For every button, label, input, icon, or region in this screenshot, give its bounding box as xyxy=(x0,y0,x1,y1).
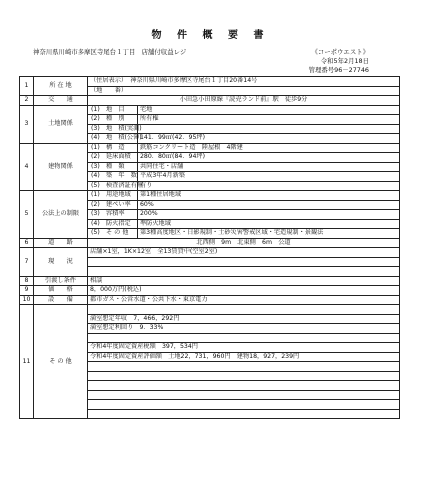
property-code: 《コーポウエスト》 xyxy=(311,48,369,56)
row-road xyxy=(20,238,400,248)
row-label: 設 備 xyxy=(34,295,88,305)
row-number: 7 xyxy=(20,248,34,277)
other-line xyxy=(88,371,400,381)
row-label: 価 格 xyxy=(34,286,88,296)
other-line xyxy=(88,362,400,372)
address-lot: （地 番） xyxy=(88,86,400,96)
building-key: (4) 築 年 数 xyxy=(88,172,138,182)
land-value: 141．99㎡(42．95坪) xyxy=(138,134,400,144)
land-key: (2) 種 別 xyxy=(88,115,138,125)
other-line: 令和4年度固定資産税額 397，534円 xyxy=(88,343,400,353)
row-number: 10 xyxy=(20,295,34,305)
land-value xyxy=(138,124,400,134)
road-value: 北西側 9m 北東側 6m 公道 xyxy=(88,238,400,248)
other-line xyxy=(88,305,400,315)
building-key: (5) 検査済証有無 xyxy=(88,181,138,191)
land-key: (4) 地 積(公簿) xyxy=(88,134,138,144)
land-key: (1) 地 目 xyxy=(88,105,138,115)
row-number: 5 xyxy=(20,191,34,239)
row-legal-restrictions xyxy=(20,191,400,201)
address-display: （住居表示） 神奈川県川崎市多摩区寺尾台１丁目20番14号 xyxy=(88,77,400,87)
other-line: 令和4年度固定資産評価額 土地22，731，960円 建物18，927，239円 xyxy=(88,352,400,362)
row-label: そ の 他 xyxy=(34,305,88,419)
other-line xyxy=(88,400,400,410)
row-number: 11 xyxy=(20,305,34,419)
row-other xyxy=(20,305,400,315)
row-number: 9 xyxy=(20,286,34,296)
restriction-value: 200% xyxy=(138,210,400,220)
other-line: 満室想定利回り 9．33% xyxy=(88,324,400,334)
restriction-value: 第1種住居地域 xyxy=(138,191,400,201)
document-date: 令和5年2月18日 xyxy=(320,57,369,65)
row-facilities xyxy=(20,295,400,305)
row-number: 4 xyxy=(20,143,34,191)
status-value: 店舗×1室，1K×12室 全13賃貸中(空室2室) xyxy=(88,248,400,258)
building-value: 共同住宅・店舗 xyxy=(138,162,400,172)
row-location xyxy=(20,77,400,87)
land-key: (3) 地 積(実測) xyxy=(88,124,138,134)
other-line xyxy=(88,333,400,343)
row-number: 3 xyxy=(20,105,34,143)
row-label: 建物関係 xyxy=(34,143,88,191)
restriction-key: (2) 建ぺい率 xyxy=(88,200,138,210)
row-label: 所 在 地 xyxy=(34,77,88,96)
facilities-value: 都市ガス・公営水道・公共下水・東京電力 xyxy=(88,295,400,305)
row-number: 2 xyxy=(20,96,34,106)
document-title: 物 件 概 要 書 xyxy=(151,30,270,41)
building-value: 有り xyxy=(138,181,400,191)
property-name: 神奈川県川崎市多摩区寺尾台１丁目 店舗付収益レジ xyxy=(33,48,187,56)
price-value: 8，000万円(税込) xyxy=(88,286,400,296)
row-number: 1 xyxy=(20,77,34,96)
restriction-key: (4) 防火指定 xyxy=(88,219,138,229)
row-land xyxy=(20,105,400,115)
row-label: 引渡し条件 xyxy=(34,276,88,286)
restriction-key: (1) 用途地域 xyxy=(88,191,138,201)
other-line: 満室想定年収 7，466，292円 xyxy=(88,314,400,324)
building-key: (2) 延床面積 xyxy=(88,153,138,163)
other-line xyxy=(88,381,400,391)
row-number: 6 xyxy=(20,238,34,248)
property-summary-table xyxy=(19,76,400,419)
restriction-value: 60% xyxy=(138,200,400,210)
building-value: 平成3年4月新築 xyxy=(138,172,400,182)
row-access xyxy=(20,96,400,106)
row-current-status xyxy=(20,248,400,258)
building-value: 鉄筋コンクリート造 陸屋根 4階建 xyxy=(138,143,400,153)
land-value: 所有権 xyxy=(138,115,400,125)
row-label: 交 通 xyxy=(34,96,88,106)
delivery-value: 相談 xyxy=(88,276,400,286)
restriction-value: 第3種高度地区・日影規制・土砂災害警戒区域・宅造規制・景観法 xyxy=(138,229,400,239)
restriction-value: 準防火地域 xyxy=(138,219,400,229)
row-building xyxy=(20,143,400,153)
building-key: (3) 種 類 xyxy=(88,162,138,172)
row-label: 道 路 xyxy=(34,238,88,248)
row-delivery-terms xyxy=(20,276,400,286)
building-key: (1) 構 造 xyxy=(88,143,138,153)
management-number: 管理番号96－27746 xyxy=(308,66,369,74)
row-label: 土地関係 xyxy=(34,105,88,143)
land-value: 宅地 xyxy=(138,105,400,115)
restriction-key: (5) そ の 他 xyxy=(88,229,138,239)
row-label: 公法上の制限 xyxy=(34,191,88,239)
row-number: 8 xyxy=(20,276,34,286)
row-price xyxy=(20,286,400,296)
other-line xyxy=(88,390,400,400)
other-line xyxy=(88,409,400,419)
restriction-key: (3) 容積率 xyxy=(88,210,138,220)
row-label: 現 況 xyxy=(34,248,88,277)
access-value: 小田急小田原線『読売ランド前』駅 徒歩9分 xyxy=(88,96,400,106)
building-value: 280．80㎡(84．94坪) xyxy=(138,153,400,163)
